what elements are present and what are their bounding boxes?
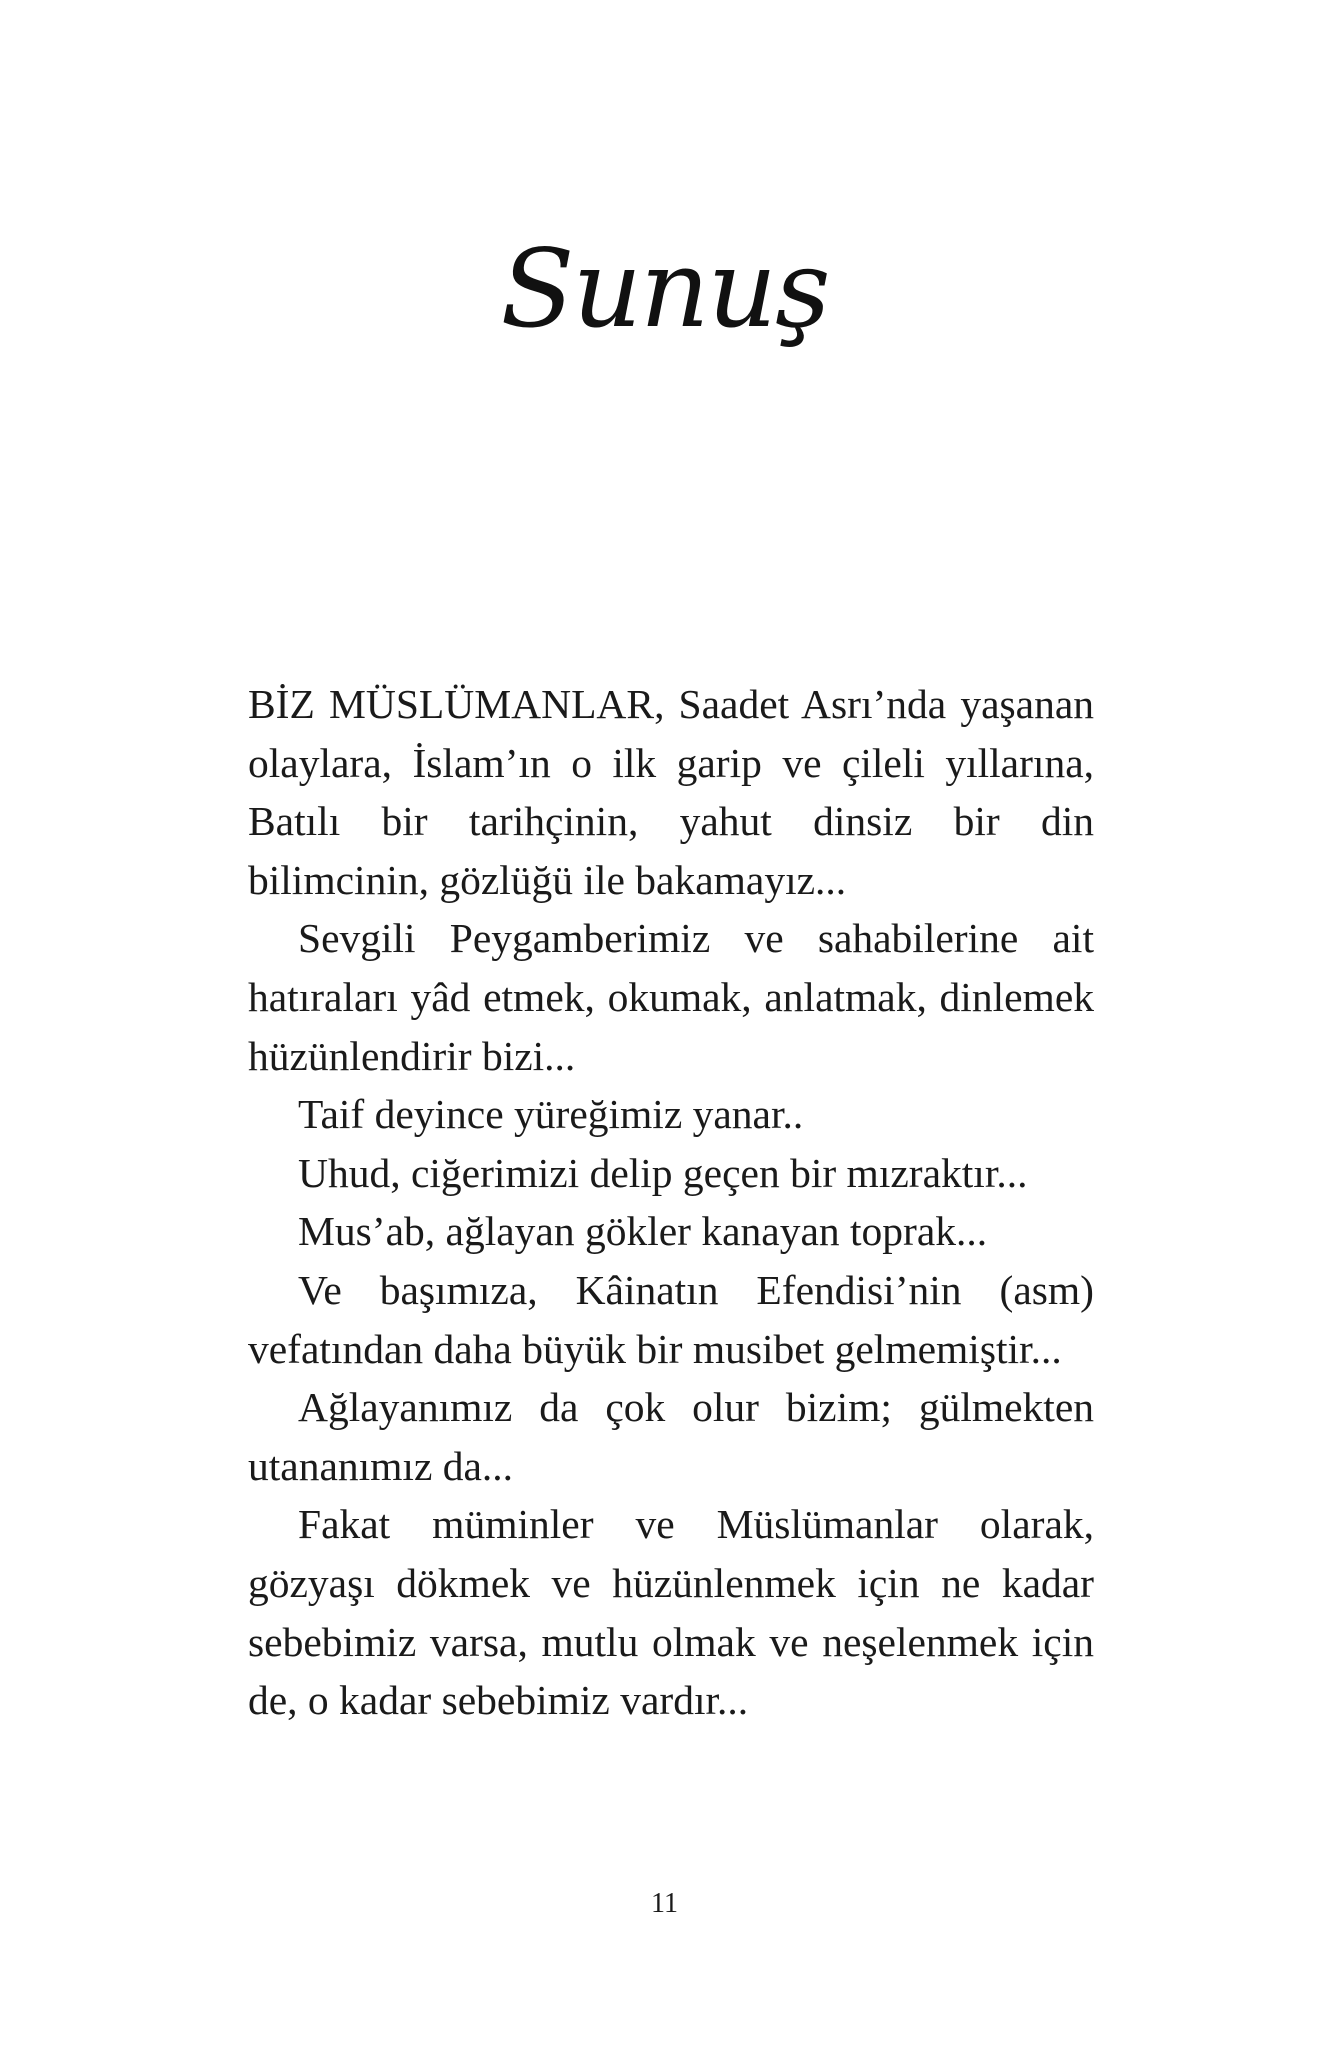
paragraph-3: Taif deyince yüreğimiz yanar.. — [298, 1091, 804, 1138]
paragraph-7: Ağlayanımız da çok olur bizim; gülmekten utananımız da... — [248, 1384, 1094, 1489]
page-number: 11 — [651, 1888, 678, 1919]
paragraph-8: Fakat müminler ve Müslümanlar olarak, gözyaşı dökmek ve hüzünlenmek için ne kadar sebebimiz varsa, mutlu olmak ve neşelenmek için de, o kadar sebebimiz vardır... — [248, 1501, 1094, 1724]
paragraph-1: BİZ MÜSLÜMANLAR, Saadet Asrı’nda yaşanan olaylara, İslam’ın o ilk garip ve çileli yıllarına, Batılı bir tarihçinin, yahut dinsiz bir din bilimcinin, gözlüğü ile bakamayız... — [248, 681, 1094, 903]
body-text — [248, 675, 1094, 1730]
chapter-title: Sunuş — [500, 227, 829, 352]
paragraph-6: Ve başımıza, Kâinatın Efendisi’nin (asm) vefatından daha büyük bir musibet gelmemiştir... — [248, 1266, 1094, 1372]
paragraph-5: Mus’ab, ağlayan gökler kanayan toprak... — [298, 1208, 988, 1255]
paragraph-2: Sevgili Peygamberimiz ve sahabilerine ait hatıraları yâd etmek, okumak, anlatmak, dinlemek hüzünlendirir bizi... — [248, 915, 1094, 1079]
paragraph-4: Uhud, ciğerimizi delip geçen bir mızraktır... — [298, 1149, 1028, 1196]
